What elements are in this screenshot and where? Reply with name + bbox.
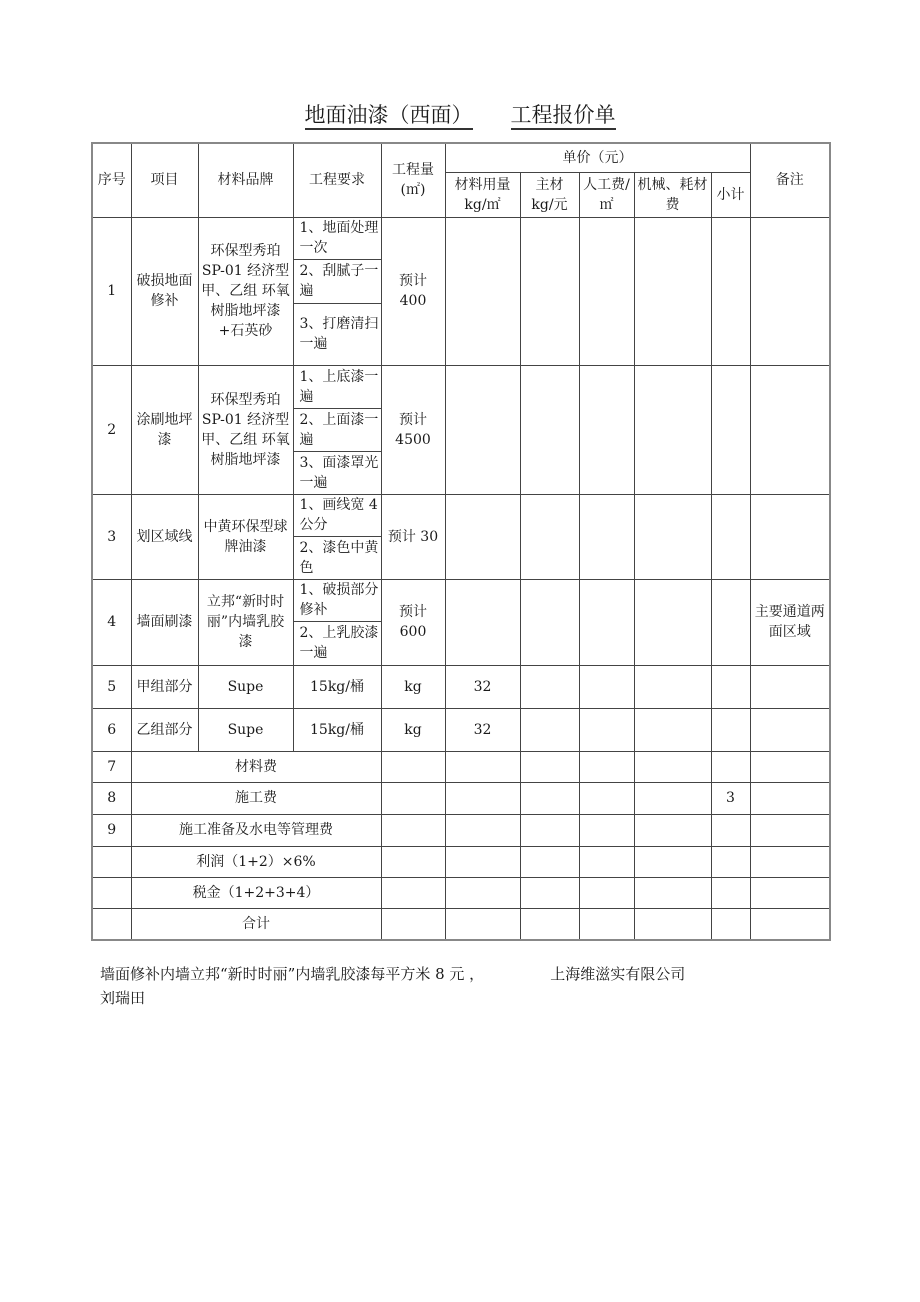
cell-labor bbox=[579, 665, 634, 708]
cell-main-material bbox=[520, 708, 579, 751]
row-remarks bbox=[750, 708, 830, 751]
row-remarks bbox=[750, 665, 830, 708]
cell-material-usage bbox=[445, 365, 520, 494]
summary-label: 施工准备及水电等管理费 bbox=[131, 814, 381, 846]
cell-machinery bbox=[634, 665, 711, 708]
header-subtotal: 小计 bbox=[711, 172, 750, 217]
header-quantity: 工程量(㎡) bbox=[381, 143, 445, 217]
summary-seq bbox=[92, 846, 131, 877]
cell-subtotal bbox=[711, 494, 750, 579]
row-requirement: 1、上底漆一遍 bbox=[293, 365, 381, 408]
row-seq: 4 bbox=[92, 579, 131, 665]
quotation-table bbox=[91, 142, 831, 941]
summary-seq: 9 bbox=[92, 814, 131, 846]
row-brand: 中黄环保型球牌油漆 bbox=[198, 494, 293, 579]
row-item: 乙组部分 bbox=[131, 708, 198, 751]
summary-label: 合计 bbox=[131, 908, 381, 940]
cell-machinery bbox=[634, 494, 711, 579]
table-row bbox=[92, 579, 830, 621]
row-brand: 环保型秀珀 SP-01 经济型甲、乙组 环氧树脂地坪漆 bbox=[198, 365, 293, 494]
cell-main-material bbox=[520, 217, 579, 365]
row-item: 划区域线 bbox=[131, 494, 198, 579]
cell-machinery bbox=[634, 217, 711, 365]
row-item: 甲组部分 bbox=[131, 665, 198, 708]
summary-row-material-cost bbox=[92, 751, 830, 782]
summary-row-profit bbox=[92, 846, 830, 877]
summary-subtotal bbox=[711, 846, 750, 877]
row-item: 墙面刷漆 bbox=[131, 579, 198, 665]
summary-subtotal bbox=[711, 814, 750, 846]
cell-main-material bbox=[520, 665, 579, 708]
summary-row-total bbox=[92, 908, 830, 940]
row-brand: 环保型秀珀 SP-01 经济型甲、乙组 环氧树脂地坪漆+石英砂 bbox=[198, 217, 293, 365]
header-labor: 人工费/㎡ bbox=[579, 172, 634, 217]
cell-labor bbox=[579, 217, 634, 365]
table-row bbox=[92, 708, 830, 751]
footer-note bbox=[100, 962, 830, 1010]
header-requirement: 工程要求 bbox=[293, 143, 381, 217]
cell-main-material bbox=[520, 365, 579, 494]
row-seq: 5 bbox=[92, 665, 131, 708]
row-remarks: 主要通道两面区域 bbox=[750, 579, 830, 665]
footer-company: 上海维滋实有限公司 bbox=[550, 965, 686, 983]
row-remarks bbox=[750, 217, 830, 365]
table-row bbox=[92, 365, 830, 408]
cell-machinery bbox=[634, 579, 711, 665]
cell-material-usage bbox=[445, 579, 520, 665]
row-requirement: 15kg/桶 bbox=[293, 665, 381, 708]
header-brand: 材料品牌 bbox=[198, 143, 293, 217]
row-quantity: 预计 400 bbox=[381, 217, 445, 365]
summary-seq: 8 bbox=[92, 782, 131, 814]
summary-seq bbox=[92, 908, 131, 940]
row-seq: 1 bbox=[92, 217, 131, 365]
cell-subtotal bbox=[711, 365, 750, 494]
cell-labor bbox=[579, 494, 634, 579]
header-seq: 序号 bbox=[92, 143, 131, 217]
summary-subtotal bbox=[711, 877, 750, 908]
summary-seq bbox=[92, 877, 131, 908]
header-remarks: 备注 bbox=[750, 143, 830, 217]
row-requirement: 1、破损部分修补 bbox=[293, 579, 381, 621]
row-brand: Supe bbox=[198, 665, 293, 708]
title-right: 工程报价单 bbox=[511, 103, 616, 130]
cell-labor bbox=[579, 365, 634, 494]
header-main-material: 主材 kg/元 bbox=[520, 172, 579, 217]
row-requirement: 2、刮腻子一遍 bbox=[293, 259, 381, 303]
cell-subtotal bbox=[711, 579, 750, 665]
row-quantity: 预计 30 bbox=[381, 494, 445, 579]
cell-labor bbox=[579, 579, 634, 665]
table-row bbox=[92, 665, 830, 708]
row-requirement: 2、上面漆一遍 bbox=[293, 408, 381, 451]
header-machinery: 机械、耗材费 bbox=[634, 172, 711, 217]
row-requirement: 1、画线宽 4 公分 bbox=[293, 494, 381, 536]
summary-subtotal: 3 bbox=[711, 782, 750, 814]
row-item: 破损地面修补 bbox=[131, 217, 198, 365]
row-quantity: kg bbox=[381, 665, 445, 708]
cell-labor bbox=[579, 708, 634, 751]
header-material-usage: 材料用量 kg/㎡ bbox=[445, 172, 520, 217]
summary-label: 税金（1+2+3+4） bbox=[131, 877, 381, 908]
summary-label: 施工费 bbox=[131, 782, 381, 814]
cell-machinery bbox=[634, 708, 711, 751]
cell-main-material bbox=[520, 494, 579, 579]
summary-seq: 7 bbox=[92, 751, 131, 782]
cell-main-material bbox=[520, 579, 579, 665]
summary-subtotal bbox=[711, 908, 750, 940]
header-row-1 bbox=[92, 143, 830, 172]
title-left: 地面油漆（西面） bbox=[305, 103, 473, 130]
summary-label: 材料费 bbox=[131, 751, 381, 782]
row-brand: Supe bbox=[198, 708, 293, 751]
row-requirement: 1、地面处理一次 bbox=[293, 217, 381, 259]
summary-row-labor-cost bbox=[92, 782, 830, 814]
table-row bbox=[92, 217, 830, 259]
row-quantity: 预计 600 bbox=[381, 579, 445, 665]
summary-label: 利润（1+2）×6% bbox=[131, 846, 381, 877]
cell-subtotal bbox=[711, 708, 750, 751]
row-requirement: 2、上乳胶漆一遍 bbox=[293, 621, 381, 665]
row-requirement: 2、漆色中黄色 bbox=[293, 536, 381, 579]
row-item: 涂刷地坪漆 bbox=[131, 365, 198, 494]
row-quantity: 预计 4500 bbox=[381, 365, 445, 494]
row-remarks bbox=[750, 494, 830, 579]
header-unit-price: 单价（元） bbox=[445, 143, 750, 172]
row-requirement: 3、面漆罩光一遍 bbox=[293, 451, 381, 494]
table-row bbox=[92, 494, 830, 536]
cell-subtotal bbox=[711, 665, 750, 708]
row-requirement: 3、打磨清扫一遍 bbox=[293, 303, 381, 365]
row-seq: 2 bbox=[92, 365, 131, 494]
footer-contact: 刘瑞田 bbox=[100, 989, 146, 1007]
summary-subtotal bbox=[711, 751, 750, 782]
row-brand: 立邦“新时时丽”内墙乳胶漆 bbox=[198, 579, 293, 665]
row-seq: 3 bbox=[92, 494, 131, 579]
cell-material-usage bbox=[445, 494, 520, 579]
cell-subtotal bbox=[711, 217, 750, 365]
header-item: 项目 bbox=[131, 143, 198, 217]
row-requirement: 15kg/桶 bbox=[293, 708, 381, 751]
document-title bbox=[0, 100, 920, 130]
row-quantity: kg bbox=[381, 708, 445, 751]
cell-machinery bbox=[634, 365, 711, 494]
footer-note-text: 墙面修补内墙立邦“新时时丽”内墙乳胶漆每平方米 8 元 ， bbox=[100, 965, 485, 983]
row-seq: 6 bbox=[92, 708, 131, 751]
cell-material-usage: 32 bbox=[445, 708, 520, 751]
row-remarks bbox=[750, 365, 830, 494]
summary-row-management-fee bbox=[92, 814, 830, 846]
cell-material-usage: 32 bbox=[445, 665, 520, 708]
summary-row-tax bbox=[92, 877, 830, 908]
cell-material-usage bbox=[445, 217, 520, 365]
